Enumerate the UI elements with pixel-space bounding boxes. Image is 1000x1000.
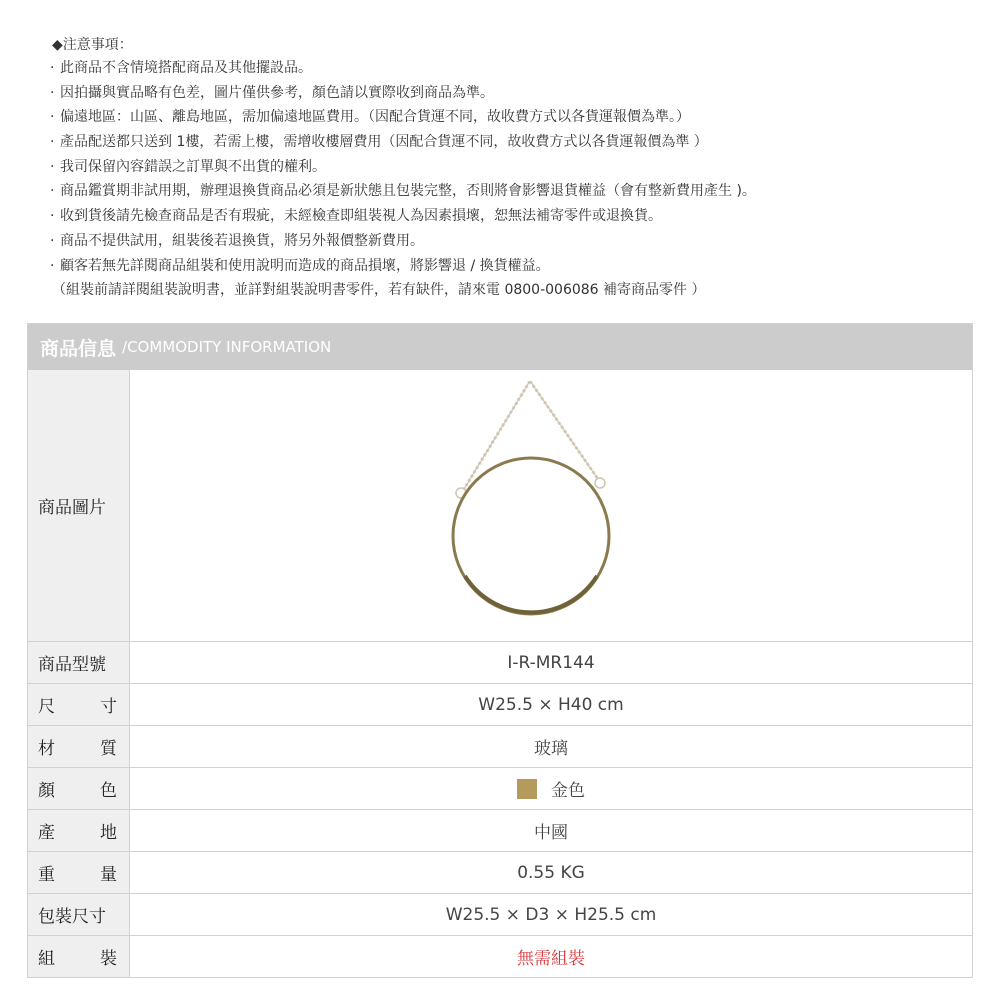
product-image [130, 370, 972, 641]
spec-row-package-size [28, 893, 972, 935]
row-label: 顏 色 [28, 768, 130, 809]
row-label: 重 量 [28, 852, 130, 893]
color-swatch [517, 779, 537, 799]
row-label: 包裝尺寸 [28, 894, 130, 935]
bullet-dot: · [50, 257, 55, 274]
color-name: 金色 [551, 781, 585, 801]
bullet-dot: · [50, 60, 55, 76]
row-value: 中國 [534, 823, 568, 843]
row-label: 尺 寸 [28, 684, 130, 725]
row-label: 組 裝 [28, 936, 130, 977]
spec-row-model [28, 641, 972, 683]
spec-row-size [28, 683, 972, 725]
note-item: · 收到貨後請先檢查商品是否有瑕疵，未經檢查即組裝視人為因素損壞，恕無法補寄零件或退換貨。 [38, 204, 978, 229]
notes-section [38, 34, 978, 302]
bullet-dot: · [50, 158, 55, 175]
table-title: 商品信息 [40, 337, 117, 360]
bullet-dot: · [50, 84, 55, 101]
row-label: 材 質 [28, 726, 130, 767]
row-value: W25.5 × H40 cm [478, 694, 624, 715]
product-image-row [28, 370, 972, 641]
spec-row-origin [28, 809, 972, 851]
round-mirror-image [451, 381, 651, 631]
bullet-dot: · [50, 134, 55, 151]
row-value [130, 768, 972, 809]
note-item: · 偏遠地區：山區、離島地區，需加偏遠地區費用。（因配合貨運不同，故收費方式以各貨運報價為準。） [38, 105, 978, 130]
row-value: 0.55 KG [517, 862, 585, 883]
notes-title: ◆注意事項： [52, 37, 133, 53]
row-value: W25.5 × D3 × H25.5 cm [445, 904, 657, 925]
note-footer: （組裝前請詳閱組裝說明書，並詳對組裝說明書零件，若有缺件，請來電 0800-006086 補寄商品零件 ） [52, 282, 706, 299]
note-item: · 顧客若無先詳閱商品組裝和使用說明而造成的商品損壞，將影響退 / 換貨權益。 [38, 254, 978, 279]
commodity-info-table [27, 323, 973, 978]
note-item: · 此商品不含情境搭配商品及其他擺設品。 [38, 56, 978, 81]
row-label: 商品型號 [28, 642, 130, 683]
spec-row-weight [28, 851, 972, 893]
note-item: · 商品鑑賞期非試用期，辦理退換貨商品必須是新狀態且包裝完整，否則將會影響退貨權益（會有整新費用產生 )。 [38, 179, 978, 204]
note-item: · 產品配送都只送到 1樓，若需上樓，需增收樓層費用（因配合貨運不同，故收費方式以各貨運報價為準 ） [38, 130, 978, 155]
bullet-dot: · [50, 183, 55, 200]
note-item: · 因拍攝與實品略有色差，圖片僅供參考，顏色請以實際收到商品為準。 [38, 81, 978, 106]
spec-row-material [28, 725, 972, 767]
row-value: 無需組裝 [517, 949, 585, 969]
note-item: · 我司保留內容錯誤之訂單與不出貨的權利。 [38, 155, 978, 180]
row-label: 產 地 [28, 810, 130, 851]
table-header [28, 324, 972, 370]
note-item: · 商品不提供試用，組裝後若退換貨，將另外報價整新費用。 [38, 229, 978, 254]
spec-row-assembly [28, 935, 972, 977]
bullet-dot: · [50, 109, 55, 126]
row-value: 玻璃 [534, 739, 568, 759]
spec-row-color [28, 767, 972, 809]
row-label: 商品圖片 [28, 370, 130, 641]
bullet-dot: · [50, 232, 55, 249]
bullet-dot: · [50, 208, 55, 225]
table-subtitle: /COMMODITY INFORMATION [122, 338, 332, 356]
row-value: I-R-MR144 [507, 652, 595, 673]
